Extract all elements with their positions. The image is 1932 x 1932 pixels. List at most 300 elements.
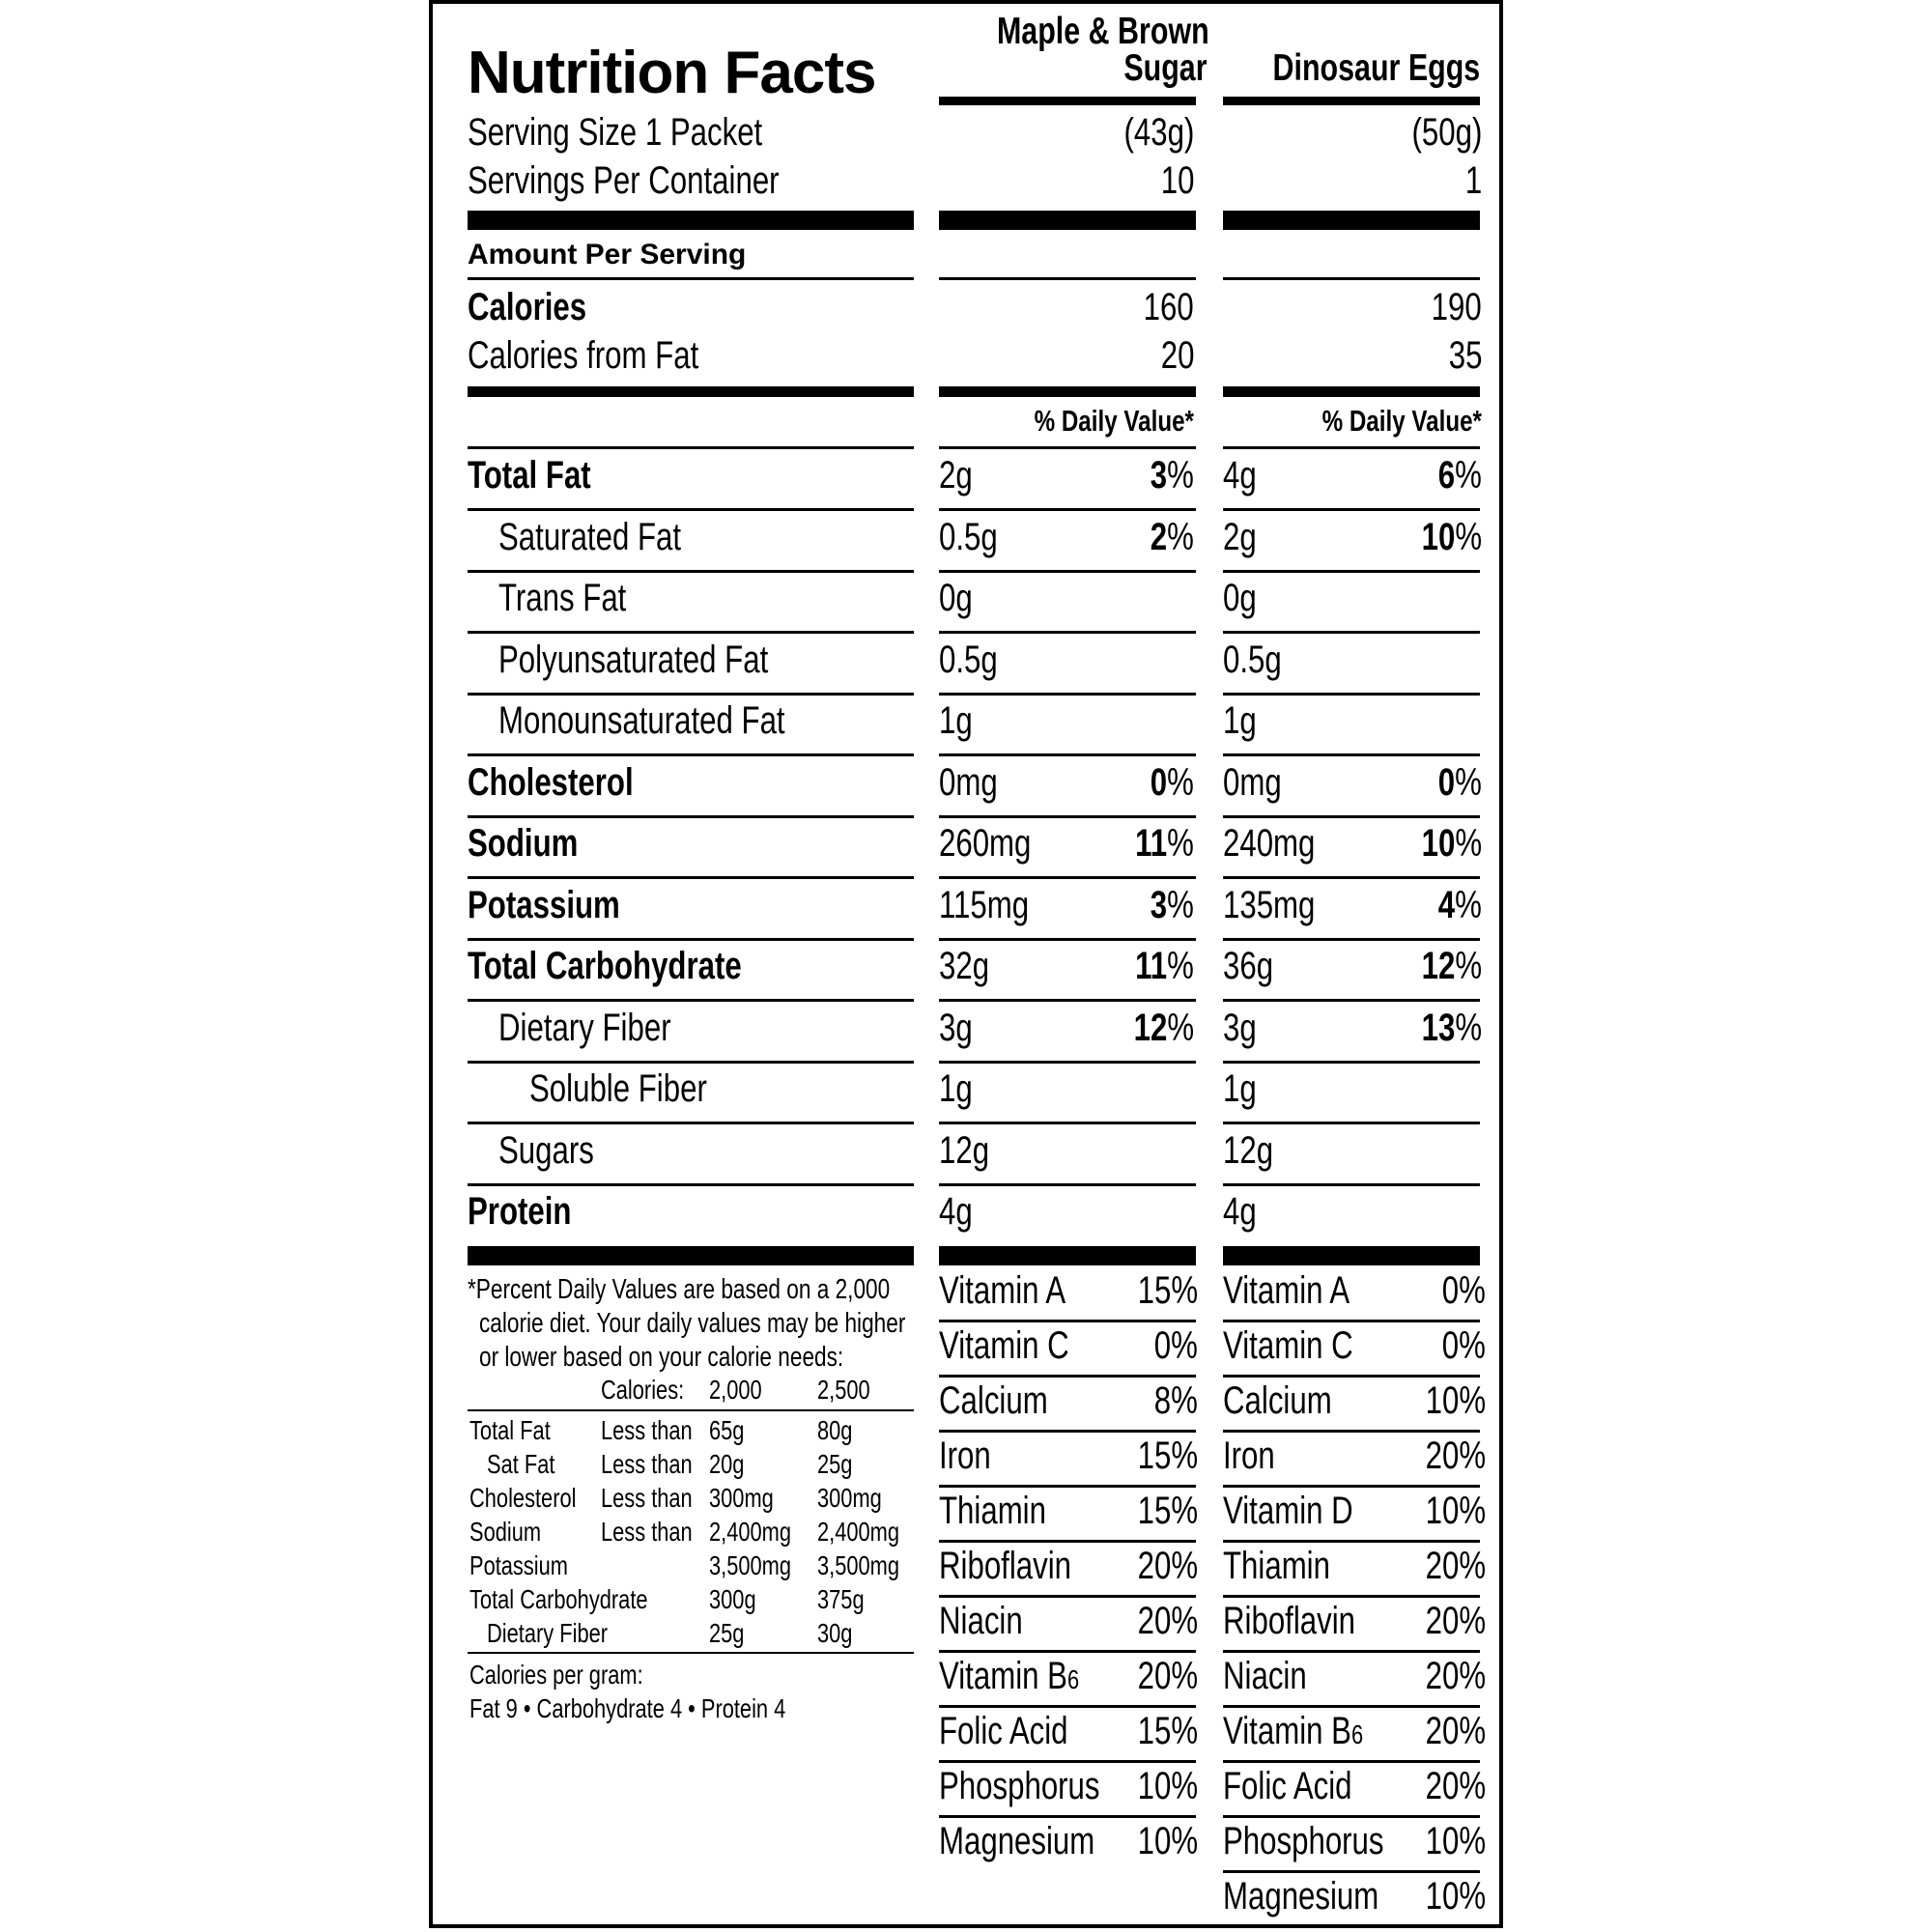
- vitamin-name-text: [1223, 1324, 1353, 1368]
- nutrient-amount-1: [939, 1067, 982, 1111]
- nutrient-amount-2: [1223, 699, 1266, 743]
- rule-aps-left: [468, 277, 914, 280]
- dv-qualifier-text: Less than: [601, 1517, 693, 1547]
- nutrient-amount-1: [939, 516, 1014, 559]
- vitamin-name: [1223, 1820, 1429, 1863]
- dv-nutrient-text: Sodium: [469, 1517, 542, 1547]
- calories-per-gram: [469, 1660, 692, 1690]
- nutrient-name-text: Total Fat: [468, 454, 591, 497]
- vitamin-pct: [1408, 1490, 1486, 1533]
- nutrient-name: [529, 1067, 757, 1111]
- nutrient-amount-2: [1223, 454, 1266, 497]
- vitamin-pct: [1121, 1435, 1198, 1478]
- nutrient-name: [468, 1190, 601, 1234]
- percent-sign: %: [1167, 945, 1194, 987]
- nutrient-amount-1-text: 260mg: [939, 822, 1032, 865]
- dv-nutrient-text: Total Carbohydrate: [469, 1584, 648, 1614]
- nutrient-amount-1-text: 2g: [939, 454, 973, 497]
- vitamin-pct: [1408, 1820, 1486, 1863]
- dv-2500-text: 30g: [817, 1618, 853, 1648]
- dv-header-cell: [817, 1375, 885, 1406]
- vitamin-pct: [1121, 1820, 1198, 1863]
- vitamin-name-text: [939, 1655, 1079, 1698]
- dv-2000-text: 25g: [709, 1618, 745, 1648]
- dv-header-text: 2,000: [709, 1375, 762, 1405]
- vitamin-name-text: [939, 1765, 1100, 1808]
- nutrient-name-text: Trans Fat: [498, 577, 627, 619]
- vitamin-name: [1223, 1490, 1390, 1533]
- calories-per-gram-values: [469, 1693, 875, 1724]
- thick-bar-left: [468, 211, 914, 230]
- vitamin-pct: [1121, 1710, 1198, 1753]
- vitamin-rule: [1223, 1430, 1480, 1433]
- nutrient-dv-1-value: [1151, 454, 1194, 497]
- dv-nutrient: [469, 1550, 596, 1581]
- dv-2000: [709, 1415, 754, 1446]
- vitamin-name-base: Vitamin B: [1223, 1710, 1351, 1752]
- nutrient-amount-2-text: 0mg: [1223, 760, 1282, 804]
- nutrient-dv-2: [1405, 516, 1482, 559]
- vitamin-name-text: [1223, 1710, 1363, 1753]
- row-rule-left: [468, 876, 914, 879]
- nutrient-amount-2-text: 12g: [1223, 1128, 1274, 1172]
- vitamin-pct-text: 15%: [1137, 1269, 1198, 1312]
- nutrient-dv-2-number: 12: [1421, 945, 1456, 987]
- dv-2500: [817, 1550, 923, 1581]
- vitamin-name-text: [1223, 1545, 1330, 1588]
- percent-sign: %: [1455, 883, 1482, 926]
- dv-nutrient-text: Cholesterol: [469, 1483, 577, 1513]
- row-rule-col2: [1223, 876, 1480, 879]
- dv-2500-text: 2,400mg: [817, 1517, 899, 1547]
- dv-qualifier: [601, 1415, 718, 1446]
- thick-bar-col2: [1223, 211, 1480, 230]
- nutrient-amount-2-text: 3g: [1223, 1006, 1257, 1049]
- row-rule-left: [468, 1122, 914, 1124]
- vitamin-rule: [1223, 1540, 1480, 1543]
- vitamin-rule: [939, 1430, 1196, 1433]
- nutrient-name: [468, 945, 819, 988]
- vitamin-name-text: [939, 1600, 1023, 1643]
- calories-1-text: 160: [1143, 286, 1194, 328]
- vitamin-pct-text: 20%: [1425, 1765, 1486, 1807]
- vitamin-pct-text: 0%: [1441, 1269, 1486, 1312]
- medium-bar-left: [468, 386, 914, 397]
- dv-qualifier-text: Less than: [601, 1449, 693, 1479]
- nutrient-amount-1-text: 1g: [939, 1067, 973, 1110]
- nutrient-amount-2: [1223, 639, 1298, 682]
- footnote-line-3: or lower based on your calorie needs:: [479, 1342, 844, 1373]
- vitamin-name: [1223, 1710, 1403, 1753]
- daily-value-1-text: % Daily Value*: [1034, 404, 1194, 438]
- vitamin-name-base: Folic Acid: [1223, 1765, 1352, 1807]
- vitamin-name-base: Thiamin: [939, 1490, 1046, 1532]
- row-rule-col2: [1223, 570, 1480, 573]
- dv-2000-text: 65g: [709, 1415, 745, 1445]
- nutrient-dv-1-number: 3: [1150, 883, 1168, 926]
- dv-qualifier: [601, 1449, 718, 1480]
- vitamin-name: [1223, 1765, 1388, 1808]
- rule-dv-left: [468, 446, 914, 449]
- nutrient-dv-1-value: [1135, 945, 1194, 988]
- vitamin-rule: [1223, 1320, 1480, 1322]
- nutrient-name: [498, 1129, 621, 1173]
- vitamin-name-text: [939, 1324, 1069, 1368]
- nutrient-amount-2: [1223, 1007, 1266, 1050]
- nutrient-name-text: Potassium: [468, 883, 620, 926]
- nutrient-amount-2-text: 4g: [1223, 454, 1257, 497]
- vitamin-rule: [939, 1485, 1196, 1488]
- dv-header-cell: [601, 1375, 707, 1406]
- vitamin-rule: [1223, 1705, 1480, 1708]
- nutrient-amount-1: [939, 1129, 1004, 1173]
- row-rule-col2: [1223, 938, 1480, 941]
- row-rule-col1: [939, 876, 1196, 879]
- vitamin-pct: [1121, 1545, 1198, 1588]
- dv-header-text: Calories:: [601, 1375, 685, 1405]
- nutrient-dv-2: [1426, 884, 1482, 927]
- nutrient-amount-1-text: 12g: [939, 1128, 990, 1172]
- servings-per-container-label: [468, 159, 867, 203]
- percent-sign: %: [1455, 515, 1482, 558]
- vitamin-rule: [939, 1540, 1196, 1543]
- nutrient-dv-2-value: [1422, 516, 1482, 559]
- row-rule-col2: [1223, 753, 1480, 756]
- dv-2000-text: 3,500mg: [709, 1550, 791, 1580]
- nutrient-amount-2: [1223, 822, 1341, 866]
- vitamin-pct: [1408, 1379, 1486, 1423]
- dv-2000: [709, 1483, 792, 1514]
- nutrient-amount-1: [939, 761, 1014, 805]
- vitamin-name-text: [1223, 1435, 1275, 1478]
- vitamin-name: [1223, 1600, 1393, 1643]
- row-rule-left: [468, 693, 914, 696]
- vitamin-name-base: Niacin: [1223, 1655, 1307, 1697]
- vitamin-name: [1223, 1435, 1290, 1478]
- nutrient-amount-1: [939, 945, 1004, 988]
- nutrient-amount-2-text: 240mg: [1223, 822, 1316, 865]
- nutrient-dv-1-value: [1151, 761, 1194, 805]
- nutrient-name-text: Cholesterol: [468, 760, 634, 804]
- serving-size-text: Serving Size 1 Packet: [468, 111, 763, 154]
- nutrient-amount-2-text: 0.5g: [1223, 638, 1282, 681]
- dv-nutrient: [469, 1517, 561, 1548]
- vitamin-name-base: Riboflavin: [1223, 1600, 1356, 1642]
- dv-2500-text: 375g: [817, 1584, 865, 1614]
- nutrient-dv-2: [1426, 454, 1482, 497]
- dv-2000-text: 20g: [709, 1449, 745, 1479]
- column-2-name: Dinosaur Eggs: [1272, 47, 1480, 89]
- vitamin-name-text: [1223, 1765, 1352, 1808]
- vitamin-name-base: Vitamin A: [1223, 1269, 1350, 1312]
- vitamin-name-base: Vitamin C: [1223, 1324, 1353, 1367]
- dv-header-rule: [468, 1409, 914, 1411]
- nutrient-dv-2: [1405, 945, 1482, 988]
- dv-qualifier-text: Less than: [601, 1415, 693, 1445]
- nutrient-amount-2-text: 36g: [1223, 945, 1274, 987]
- column-header-2: [1209, 47, 1480, 89]
- vitamin-name: [939, 1545, 1109, 1588]
- nutrient-amount-1: [939, 822, 1057, 866]
- vitamin-pct: [1408, 1600, 1486, 1643]
- vitamin-pct-text: 20%: [1425, 1710, 1486, 1752]
- row-rule-col1: [939, 508, 1196, 511]
- nutrient-amount-1: [939, 454, 982, 497]
- serving-size-1: [1104, 111, 1194, 155]
- vitamin-name-base: Phosphorus: [939, 1765, 1100, 1807]
- amount-per-serving: Amount Per Serving: [468, 239, 747, 270]
- dv-nutrient-text: Sat Fat: [487, 1449, 555, 1479]
- vitamin-rule: [1223, 1870, 1480, 1873]
- dv-2000: [709, 1517, 814, 1548]
- nutrient-amount-2: [1223, 1190, 1266, 1234]
- vitamin-name-base: Vitamin B: [939, 1655, 1067, 1697]
- percent-sign: %: [1455, 822, 1482, 865]
- vitamin-rule: [939, 1815, 1196, 1818]
- nutrient-dv-1-value: [1135, 822, 1194, 866]
- row-rule-col1: [939, 815, 1196, 818]
- dv-2500-text: 25g: [817, 1449, 853, 1479]
- percent-sign: %: [1167, 760, 1194, 804]
- vitamin-name: [1223, 1875, 1423, 1918]
- row-rule-left: [468, 753, 914, 756]
- vitamin-rule: [939, 1375, 1196, 1378]
- vitamin-pct: [1121, 1269, 1198, 1313]
- row-rule-col1: [939, 753, 1196, 756]
- vitamin-name: [939, 1655, 1119, 1698]
- vitamin-pct: [1142, 1324, 1198, 1368]
- nutrient-amount-2-text: 0g: [1223, 577, 1257, 619]
- dv-2500: [817, 1483, 900, 1514]
- vitamin-name: [1223, 1269, 1385, 1313]
- vitamin-name: [939, 1324, 1106, 1368]
- nutrition-label: [429, 0, 1503, 1928]
- calories-label: [468, 286, 620, 329]
- nutrient-dv-2-number: 10: [1421, 822, 1456, 865]
- nutrient-dv-1-value: [1134, 1007, 1194, 1050]
- nutrient-dv-2-number: 4: [1437, 883, 1456, 926]
- row-rule-col1: [939, 1061, 1196, 1064]
- vitamin-name-base: Riboflavin: [939, 1545, 1072, 1587]
- row-rule-left: [468, 1183, 914, 1186]
- header-rule-2: [1223, 97, 1480, 105]
- nutrient-name-text: Sugars: [498, 1128, 594, 1172]
- nutrient-dv-1-number: 11: [1135, 945, 1168, 987]
- nutrient-amount-2-text: 135mg: [1223, 883, 1316, 926]
- nutrient-dv-1-number: 2: [1150, 515, 1168, 558]
- row-rule-left: [468, 999, 914, 1002]
- vitamin-name-text: [1223, 1600, 1355, 1643]
- nutrient-amount-1-text: 32g: [939, 945, 990, 987]
- nutrient-dv-1: [1138, 761, 1194, 805]
- medium-bar-col1: [939, 386, 1196, 397]
- nutrient-dv-2-value: [1422, 1007, 1482, 1050]
- vitamin-pct: [1408, 1875, 1486, 1918]
- dv-2000: [709, 1618, 754, 1649]
- nutrient-name: [498, 1007, 720, 1050]
- dv-2500-text: 80g: [817, 1415, 853, 1445]
- servings-per-container-1: [1151, 159, 1195, 203]
- calories-from-fat-2-text: 35: [1448, 334, 1482, 377]
- thick-bar-col1: [939, 211, 1196, 230]
- nutrient-name-text: Protein: [468, 1190, 572, 1233]
- nutrient-amount-2-text: 2g: [1223, 515, 1257, 558]
- dv-nutrient: [469, 1415, 573, 1446]
- vitamin-name-text: [1223, 1269, 1350, 1313]
- thick-bar-bottom-left: [468, 1246, 914, 1265]
- nutrient-dv-2-value: [1438, 884, 1482, 927]
- nutrient-amount-1: [939, 1007, 982, 1050]
- nutrient-dv-1: [1119, 822, 1194, 866]
- daily-value-header-1: [989, 404, 1194, 439]
- vitamin-name: [939, 1765, 1145, 1808]
- nutrient-name-text: Monounsaturated Fat: [498, 699, 785, 742]
- rule-dv-col1: [939, 446, 1196, 449]
- vitamin-subscript: 6: [1066, 1664, 1080, 1694]
- nutrient-amount-2: [1223, 761, 1298, 805]
- nutrient-name: [498, 699, 866, 743]
- vitamin-name: [1223, 1545, 1360, 1588]
- nutrient-name: [468, 761, 680, 805]
- dv-nutrient-text: Dietary Fiber: [487, 1618, 609, 1648]
- dv-2500: [817, 1618, 863, 1649]
- row-rule-left: [468, 1061, 914, 1064]
- calories-per-gram-values-text: Fat 9 • Carbohydrate 4 • Protein 4: [469, 1693, 786, 1723]
- vitamin-pct-text: 10%: [1137, 1765, 1198, 1807]
- dv-2500-text: 3,500mg: [817, 1550, 899, 1580]
- row-rule-left: [468, 631, 914, 634]
- medium-bar-col2: [1223, 386, 1480, 397]
- vitamin-name-text: [1223, 1490, 1353, 1533]
- vitamin-pct-text: 20%: [1425, 1545, 1486, 1587]
- nutrient-name: [468, 884, 663, 927]
- nutrient-name: [468, 822, 610, 866]
- vitamin-pct-text: 20%: [1137, 1600, 1198, 1642]
- rule-aps-col1: [939, 277, 1196, 280]
- row-rule-col2: [1223, 815, 1480, 818]
- dv-2500: [817, 1415, 863, 1446]
- nutrient-dv-1: [1138, 516, 1194, 559]
- nutrient-dv-1-number: 3: [1150, 454, 1168, 497]
- nutrient-dv-2-number: 13: [1421, 1006, 1456, 1049]
- dv-2500: [817, 1449, 863, 1480]
- row-rule-col2: [1223, 999, 1480, 1002]
- calories-label-text: Calories: [468, 286, 587, 328]
- nutrient-dv-1-value: [1151, 516, 1194, 559]
- dv-2000: [709, 1584, 769, 1615]
- dv-qualifier: [601, 1517, 718, 1548]
- calories-from-fat-1-text: 20: [1160, 334, 1194, 377]
- vitamin-pct-text: 15%: [1137, 1435, 1198, 1477]
- header-rule-1: [939, 97, 1196, 105]
- calories-2-text: 190: [1431, 286, 1482, 328]
- vitamin-pct: [1408, 1765, 1486, 1808]
- percent-sign: %: [1167, 883, 1194, 926]
- column-1-name-line2: Sugar: [1123, 47, 1208, 89]
- vitamin-name-text: [1223, 1875, 1378, 1918]
- row-rule-col2: [1223, 1122, 1480, 1124]
- percent-sign: %: [1455, 945, 1482, 987]
- column-1-name-line1: Maple & Brown: [996, 11, 1209, 52]
- dv-2000: [709, 1449, 754, 1480]
- vitamin-pct: [1121, 1655, 1198, 1698]
- row-rule-col2: [1223, 631, 1480, 634]
- vitamin-pct: [1408, 1545, 1486, 1588]
- row-rule-col1: [939, 693, 1196, 696]
- nutrient-dv-2-value: [1438, 454, 1482, 497]
- vitamin-name-text: [939, 1545, 1071, 1588]
- vitamin-name-text: [939, 1379, 1048, 1423]
- row-rule-col1: [939, 999, 1196, 1002]
- dv-nutrient-text: Total Fat: [469, 1415, 551, 1445]
- vitamin-name: [939, 1710, 1104, 1753]
- vitamin-name: [939, 1379, 1078, 1423]
- column-header-1: [937, 11, 1209, 89]
- daily-value-2-text: % Daily Value*: [1321, 404, 1482, 438]
- serving-size-2-text: (50g): [1411, 111, 1482, 154]
- vitamin-name-base: Folic Acid: [939, 1710, 1068, 1752]
- nutrient-name: [498, 639, 844, 682]
- row-rule-col1: [939, 938, 1196, 941]
- nutrient-name-text: Sodium: [468, 822, 579, 865]
- daily-value-header-2: [1277, 404, 1482, 439]
- vitamin-pct: [1142, 1379, 1198, 1423]
- dv-nutrient: [487, 1449, 574, 1480]
- dv-2500: [817, 1517, 923, 1548]
- nutrient-amount-1: [939, 884, 1054, 927]
- vitamin-name-text: [1223, 1655, 1307, 1698]
- vitamin-name-text: [939, 1820, 1094, 1863]
- vitamin-rule: [939, 1650, 1196, 1653]
- vitamin-name-base: Iron: [939, 1435, 991, 1477]
- vitamin-pct-text: 10%: [1425, 1379, 1486, 1422]
- row-rule-col2: [1223, 508, 1480, 511]
- vitamin-pct: [1408, 1435, 1486, 1478]
- row-rule-left: [468, 508, 914, 511]
- vitamin-pct-text: 15%: [1137, 1490, 1198, 1532]
- vitamin-pct: [1430, 1324, 1486, 1368]
- percent-sign: %: [1455, 760, 1482, 804]
- calories-per-gram-text: Calories per gram:: [469, 1660, 643, 1690]
- vitamin-rule: [1223, 1375, 1480, 1378]
- vitamin-pct-text: 20%: [1137, 1655, 1198, 1697]
- nutrient-dv-1-number: 11: [1135, 822, 1168, 865]
- vitamin-name: [939, 1435, 1006, 1478]
- rule-aps-col2: [1223, 277, 1480, 280]
- calories-from-fat-text: Calories from Fat: [468, 334, 699, 377]
- vitamin-pct-text: 10%: [1425, 1820, 1486, 1862]
- row-rule-col2: [1223, 1183, 1480, 1186]
- vitamin-name: [1223, 1324, 1390, 1368]
- servings-per-container-2: [1461, 159, 1482, 203]
- dv-2000-text: 2,400mg: [709, 1517, 791, 1547]
- vitamin-name-base: Magnesium: [1223, 1875, 1379, 1918]
- nutrient-amount-2: [1223, 884, 1341, 927]
- vitamin-pct: [1121, 1600, 1198, 1643]
- nutrient-name: [498, 577, 663, 620]
- nutrient-amount-2: [1223, 516, 1266, 559]
- dv-2500-text: 300mg: [817, 1483, 882, 1513]
- vitamin-name-text: [939, 1435, 991, 1478]
- nutrient-dv-2-value: [1422, 945, 1482, 988]
- serving-size-1-text: (43g): [1123, 111, 1194, 154]
- vitamin-pct-text: 10%: [1137, 1820, 1198, 1862]
- nutrient-amount-1-text: 0.5g: [939, 515, 998, 558]
- vitamin-pct-text: 10%: [1425, 1490, 1486, 1532]
- thick-bar-bottom-col1: [939, 1246, 1196, 1265]
- nutrient-amount-1-text: 0.5g: [939, 638, 998, 681]
- nutrient-dv-1: [1117, 1007, 1194, 1050]
